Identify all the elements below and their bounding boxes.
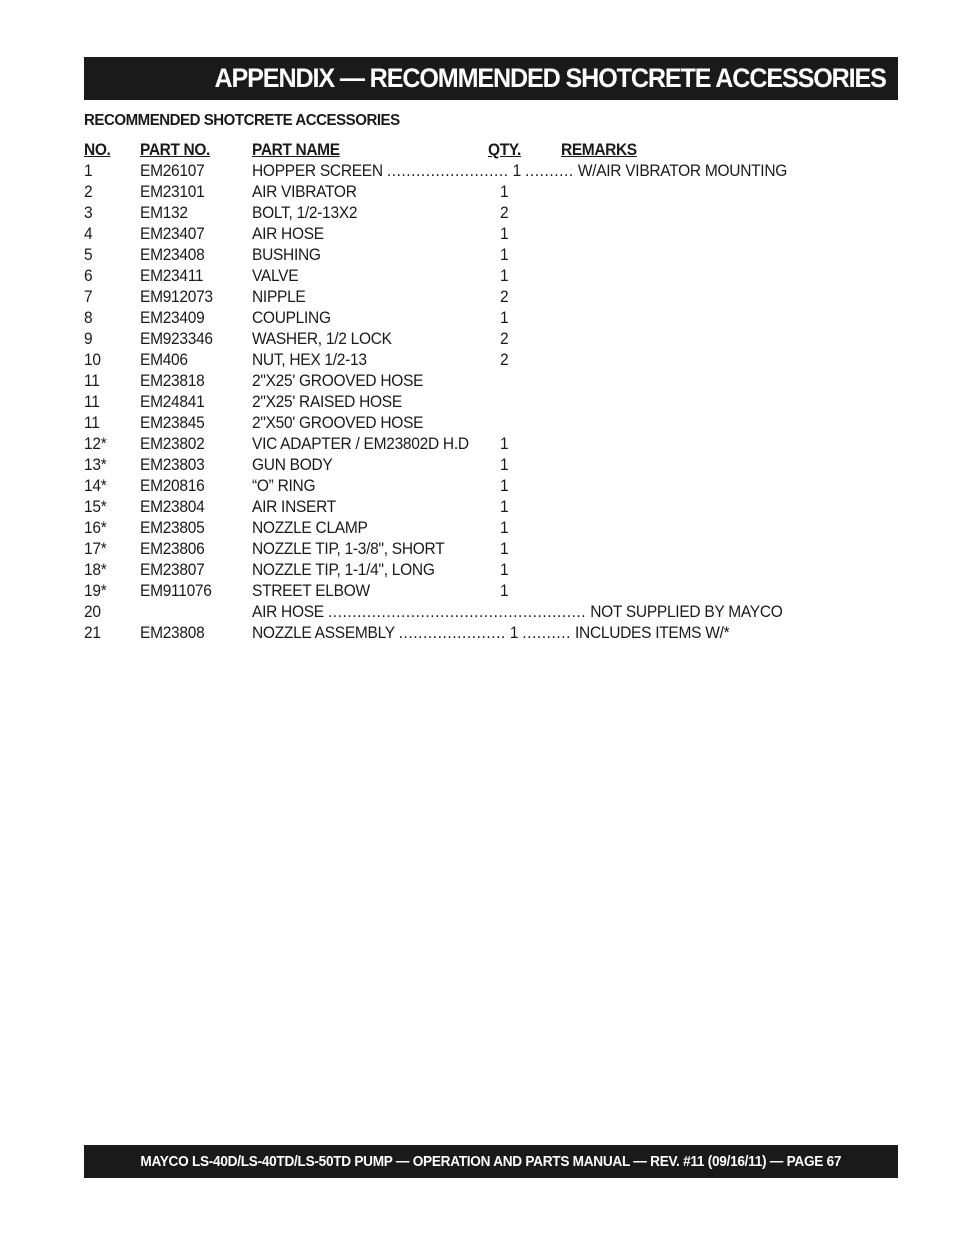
item-number: 11 bbox=[84, 393, 100, 411]
header-remarks: REMARKS bbox=[561, 141, 637, 159]
part-name-with-leaders bbox=[252, 602, 783, 623]
part-number: EM26107 bbox=[140, 162, 205, 180]
item-number: 6 bbox=[84, 267, 93, 285]
quantity: 1 bbox=[500, 582, 509, 600]
item-number: 4 bbox=[84, 225, 93, 243]
remarks: W/AIR VIBRATOR MOUNTING bbox=[573, 162, 788, 180]
part-name: STREET ELBOW bbox=[252, 582, 370, 600]
part-number: EM23806 bbox=[140, 540, 205, 558]
remarks: NOT SUPPLIED BY MAYCO bbox=[586, 603, 783, 621]
quantity: 1 bbox=[500, 246, 509, 264]
quantity: 1 bbox=[500, 435, 509, 453]
item-number: 9 bbox=[84, 330, 93, 348]
quantity: 1 bbox=[500, 519, 509, 537]
table-row bbox=[84, 581, 804, 602]
part-number: EM406 bbox=[140, 351, 188, 369]
part-name: NOZZLE TIP, 1-1/4", LONG bbox=[252, 561, 435, 579]
part-name: BUSHING bbox=[252, 246, 321, 264]
part-name: AIR HOSE bbox=[252, 603, 328, 621]
part-name: AIR INSERT bbox=[252, 498, 336, 516]
part-name: NOZZLE ASSEMBLY bbox=[252, 624, 399, 642]
part-number: EM132 bbox=[140, 204, 188, 222]
part-number: EM23808 bbox=[140, 624, 205, 642]
table-row bbox=[84, 287, 804, 308]
part-number: EM23408 bbox=[140, 246, 205, 264]
item-number: 20 bbox=[84, 603, 101, 621]
part-name: NOZZLE TIP, 1-3/8", SHORT bbox=[252, 540, 445, 558]
part-name: NUT, HEX 1/2-13 bbox=[252, 351, 367, 369]
header-no: NO. bbox=[84, 141, 111, 159]
part-name: AIR VIBRATOR bbox=[252, 183, 357, 201]
quantity: 1 bbox=[500, 456, 509, 474]
table-row bbox=[84, 245, 804, 266]
section-heading: RECOMMENDED SHOTCRETE ACCESSORIES bbox=[84, 112, 400, 129]
quantity: 1 bbox=[500, 477, 509, 495]
item-number: 18* bbox=[84, 561, 107, 579]
part-name: COUPLING bbox=[252, 309, 331, 327]
table-row bbox=[84, 434, 804, 455]
quantity: 1 bbox=[500, 498, 509, 516]
page-title-bar bbox=[84, 57, 898, 100]
part-name: WASHER, 1/2 LOCK bbox=[252, 330, 392, 348]
part-name: VIC ADAPTER / EM23802D H.D bbox=[252, 435, 469, 453]
table-row bbox=[84, 350, 804, 371]
remarks: INCLUDES ITEMS W/* bbox=[570, 624, 730, 642]
table-row bbox=[84, 413, 804, 434]
table-row bbox=[84, 308, 804, 329]
part-number: EM23803 bbox=[140, 456, 205, 474]
table-row bbox=[84, 455, 804, 476]
part-name: “O” RING bbox=[252, 477, 316, 495]
item-number: 7 bbox=[84, 288, 93, 306]
item-number: 21 bbox=[84, 624, 101, 642]
part-name: HOPPER SCREEN bbox=[252, 162, 387, 180]
header-qty: QTY. bbox=[488, 141, 521, 159]
item-number: 12* bbox=[84, 435, 107, 453]
quantity: 2 bbox=[500, 330, 509, 348]
part-number: EM912073 bbox=[140, 288, 213, 306]
table-body bbox=[84, 161, 804, 644]
table-row bbox=[84, 266, 804, 287]
quantity: 1 bbox=[500, 561, 509, 579]
part-number: EM24841 bbox=[140, 393, 205, 411]
part-name: NIPPLE bbox=[252, 288, 306, 306]
quantity: 2 bbox=[500, 288, 509, 306]
table-row bbox=[84, 539, 804, 560]
quantity: 1 bbox=[505, 624, 523, 642]
item-number: 5 bbox=[84, 246, 93, 264]
item-number: 11 bbox=[84, 372, 100, 390]
name-dot-leader: ...................... bbox=[398, 624, 506, 642]
item-number: 15* bbox=[84, 498, 107, 516]
page-title: APPENDIX — RECOMMENDED SHOTCRETE ACCESSORIES bbox=[214, 63, 886, 93]
part-number: EM911076 bbox=[140, 582, 212, 600]
part-name: VALVE bbox=[252, 267, 299, 285]
part-number: EM23807 bbox=[140, 561, 205, 579]
table-row bbox=[84, 392, 804, 413]
table-row bbox=[84, 476, 804, 497]
part-name: NOZZLE CLAMP bbox=[252, 519, 368, 537]
part-number: EM23805 bbox=[140, 519, 205, 537]
item-number: 17* bbox=[84, 540, 107, 558]
part-number: EM20816 bbox=[140, 477, 205, 495]
part-name: GUN BODY bbox=[252, 456, 333, 474]
header-part-name: PART NAME bbox=[252, 141, 340, 159]
part-number: EM23411 bbox=[140, 267, 204, 285]
table-row bbox=[84, 560, 804, 581]
item-number: 8 bbox=[84, 309, 93, 327]
table-row bbox=[84, 224, 804, 245]
part-number: EM23818 bbox=[140, 372, 205, 390]
quantity: 2 bbox=[500, 351, 509, 369]
table-row bbox=[84, 497, 804, 518]
quantity: 1 bbox=[508, 162, 526, 180]
item-number: 14* bbox=[84, 477, 107, 495]
item-number: 13* bbox=[84, 456, 107, 474]
header-part-no: PART NO. bbox=[140, 141, 210, 159]
qty-dot-leader: .......... bbox=[522, 624, 571, 642]
quantity: 2 bbox=[500, 204, 509, 222]
part-name-with-leaders bbox=[252, 623, 729, 644]
part-name: 2"X50' GROOVED HOSE bbox=[252, 414, 424, 432]
quantity: 1 bbox=[500, 540, 509, 558]
parts-table bbox=[84, 141, 804, 644]
item-number: 2 bbox=[84, 183, 93, 201]
part-name: 2"X25' GROOVED HOSE bbox=[252, 372, 424, 390]
footer-bar bbox=[84, 1145, 898, 1178]
item-number: 19* bbox=[84, 582, 107, 600]
table-row bbox=[84, 329, 804, 350]
table-row bbox=[84, 161, 804, 182]
item-number: 1 bbox=[84, 162, 93, 180]
table-row bbox=[84, 371, 804, 392]
table-row bbox=[84, 518, 804, 539]
part-number: EM23101 bbox=[140, 183, 205, 201]
item-number: 10 bbox=[84, 351, 101, 369]
quantity: 1 bbox=[500, 225, 509, 243]
item-number: 16* bbox=[84, 519, 107, 537]
name-dot-leader: ......................... bbox=[386, 162, 509, 180]
name-dot-leader: ..................................................... bbox=[327, 603, 587, 621]
part-number: EM23407 bbox=[140, 225, 205, 243]
table-row bbox=[84, 203, 804, 224]
table-header-row bbox=[84, 141, 804, 161]
qty-dot-leader: .......... bbox=[525, 162, 574, 180]
part-name: AIR HOSE bbox=[252, 225, 324, 243]
quantity: 1 bbox=[500, 309, 509, 327]
part-name-with-leaders bbox=[252, 161, 787, 182]
table-row bbox=[84, 602, 804, 623]
part-name: 2"X25' RAISED HOSE bbox=[252, 393, 402, 411]
part-number: EM23845 bbox=[140, 414, 205, 432]
table-row bbox=[84, 182, 804, 203]
item-number: 3 bbox=[84, 204, 93, 222]
table-row bbox=[84, 623, 804, 644]
part-number: EM23804 bbox=[140, 498, 205, 516]
part-name: BOLT, 1/2-13X2 bbox=[252, 204, 358, 222]
part-number: EM23802 bbox=[140, 435, 205, 453]
item-number: 11 bbox=[84, 414, 100, 432]
quantity: 1 bbox=[500, 183, 509, 201]
part-number: EM23409 bbox=[140, 309, 205, 327]
footer-text: MAYCO LS-40D/LS-40TD/LS-50TD PUMP — OPERATION AND PARTS MANUAL — REV. #11 (09/16/11) — PAGE 67 bbox=[140, 1153, 842, 1170]
part-number: EM923346 bbox=[140, 330, 213, 348]
quantity: 1 bbox=[500, 267, 509, 285]
